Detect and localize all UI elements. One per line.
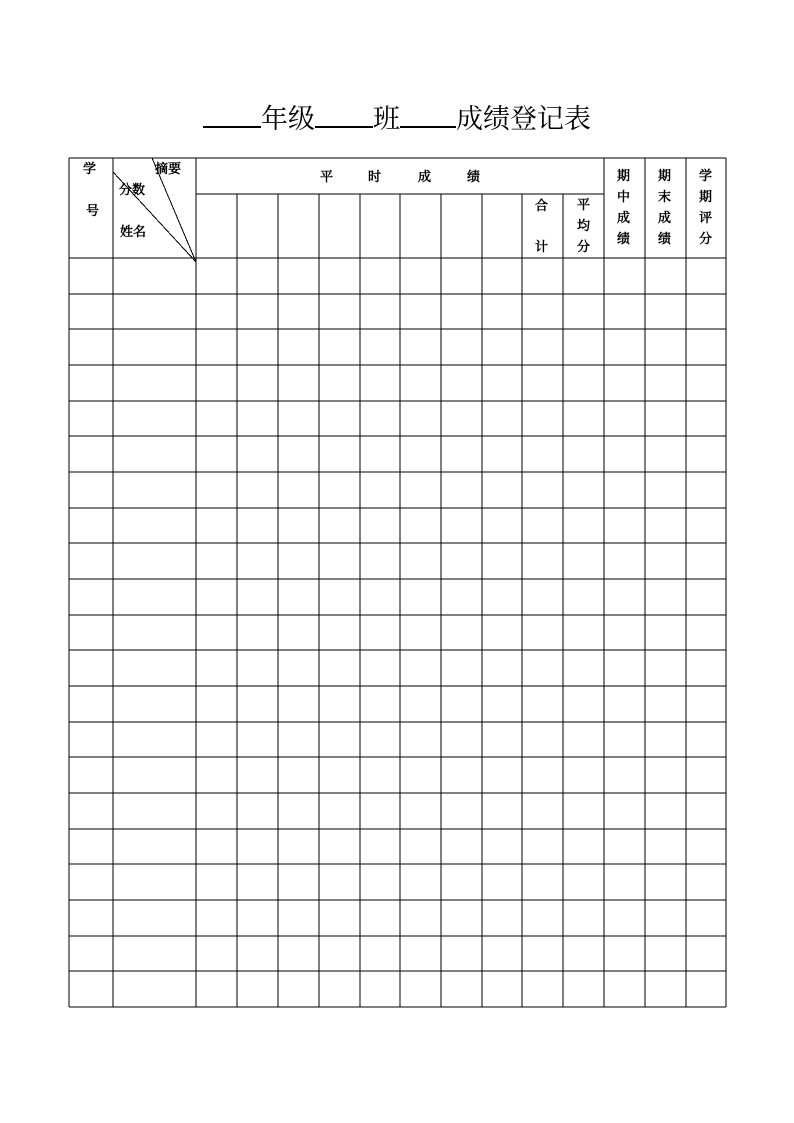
- header-regular-4: 绩: [467, 170, 481, 185]
- header-student-id-top: 学: [83, 162, 97, 177]
- header-semester-4: 分: [699, 232, 713, 247]
- header-semester-2: 期: [699, 190, 713, 205]
- header-regular-1: 平: [320, 170, 334, 185]
- header-average-1: 平: [577, 198, 591, 213]
- title-form-label: 成绩登记表: [456, 104, 591, 135]
- header-final-4: 绩: [658, 232, 672, 247]
- header-midterm-4: 绩: [617, 232, 631, 247]
- header-student-id-bottom: 号: [86, 204, 100, 219]
- header-total-1: 合: [535, 199, 549, 214]
- title-class-label: 班: [373, 104, 400, 135]
- header-final-2: 末: [658, 190, 672, 205]
- header-final-1: 期: [658, 169, 672, 184]
- header-total-2: 计: [535, 240, 549, 255]
- header-final-3: 成: [658, 211, 672, 226]
- header-regular-3: 成: [418, 170, 432, 185]
- header-midterm-3: 成: [617, 211, 631, 226]
- header-diagonal-score: 分数: [119, 183, 146, 198]
- title-grade-label: 年级: [261, 104, 315, 135]
- header-regular-2: 时: [368, 170, 382, 185]
- header-midterm-1: 期: [617, 169, 631, 184]
- header-midterm-2: 中: [617, 190, 631, 205]
- header-diagonal-summary: 摘要: [155, 162, 182, 177]
- header-diagonal-name: 姓名: [120, 225, 147, 240]
- header-semester-3: 评: [699, 211, 713, 226]
- header-average-3: 分: [577, 240, 591, 255]
- header-average-2: 均: [577, 219, 591, 234]
- header-semester-1: 学: [699, 169, 713, 184]
